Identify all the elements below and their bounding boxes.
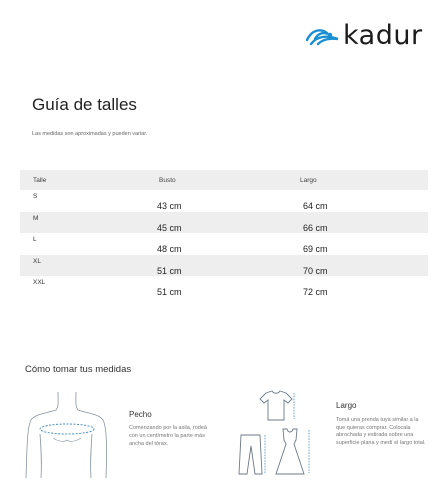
length-cell: 70 cm xyxy=(303,265,328,276)
page-subtitle: Las medidas son aproximadas y pueden variar. xyxy=(32,131,148,137)
kadur-logo[interactable] xyxy=(306,22,423,49)
chest-description: Comenzando por la axila, rodeá con un centímetro la parte más ancha del tórax. xyxy=(129,425,207,447)
header-size: Talle xyxy=(33,177,47,184)
table-row xyxy=(20,190,428,212)
garments-measure-icon xyxy=(236,390,326,480)
table-header xyxy=(20,170,428,190)
size-cell: L xyxy=(33,236,37,243)
chest-title: Pecho xyxy=(129,410,152,419)
bust-cell: 48 cm xyxy=(157,244,182,254)
wave-logo-icon xyxy=(306,25,340,47)
size-table xyxy=(20,170,428,298)
length-cell: 72 cm xyxy=(303,287,328,297)
bust-cell: 43 cm xyxy=(157,201,182,211)
table-row xyxy=(20,212,428,234)
table-row xyxy=(20,276,428,298)
bust-cell: 51 cm xyxy=(157,265,182,276)
dress-icon xyxy=(276,429,309,474)
header-bust: Busto xyxy=(159,177,176,184)
bust-cell: 51 cm xyxy=(157,287,182,297)
brand-name: kadur xyxy=(343,20,423,51)
size-cell: XXL xyxy=(33,279,46,286)
size-cell: M xyxy=(33,214,39,222)
table-row xyxy=(20,233,428,255)
bust-cell: 45 cm xyxy=(157,222,182,233)
size-cell: S xyxy=(33,193,38,200)
length-cell: 66 cm xyxy=(303,222,328,233)
length-description: Tomá una prenda tuya similar a la que quieras comprar. Colocala abrochada y estirada sobre una superficie plana y medí el largo total. xyxy=(336,417,426,446)
size-cell: XL xyxy=(33,257,41,265)
length-cell: 64 cm xyxy=(303,201,328,211)
table-row xyxy=(20,255,428,277)
page-title: Guía de talles xyxy=(32,95,137,114)
pants-icon xyxy=(239,435,265,474)
length-title: Largo xyxy=(336,401,357,410)
length-cell: 69 cm xyxy=(303,244,328,254)
header-length: Largo xyxy=(300,177,317,184)
torso-measure-icon xyxy=(25,388,107,478)
tshirt-icon xyxy=(260,391,294,420)
how-to-measure-title: Cómo tomar tus medidas xyxy=(25,364,132,375)
